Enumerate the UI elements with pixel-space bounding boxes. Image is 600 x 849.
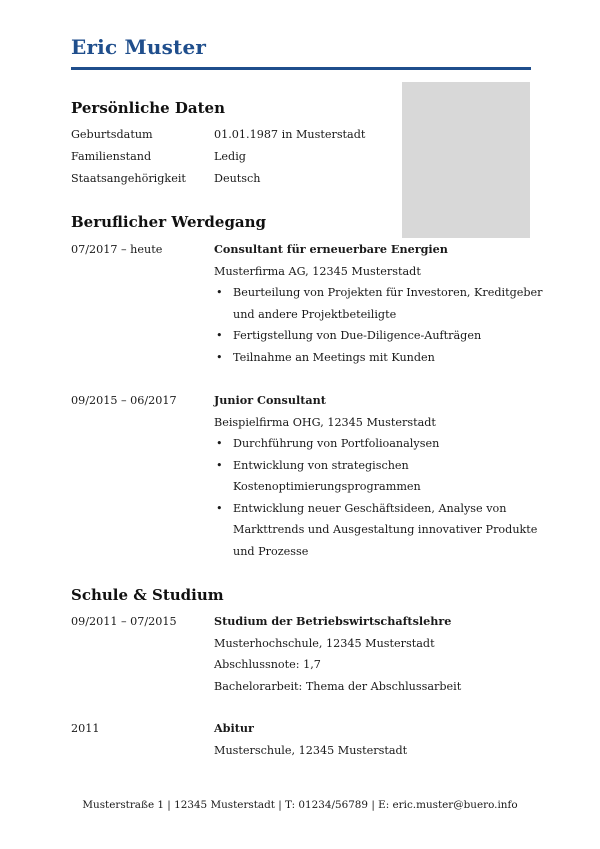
list-item [214,498,538,563]
entry-title: Abitur [214,721,254,735]
section-title-career: Beruflicher Werdegang [71,213,267,231]
field-value: 01.01.1987 in Musterstadt [214,128,366,141]
field-value: Ledig [214,150,246,163]
bullet-text: • Durchführung von Portfolioanalysen [233,437,440,450]
bullet-text: und andere Projektbeteiligte [233,307,397,321]
header-divider [71,67,531,70]
entry-date: 09/2011 – 07/2015 [71,615,177,628]
bullet-text: • Teilnahme an Meetings mit Kunden [233,350,435,364]
entry-date: 07/2017 – heute [71,243,163,256]
section-title-education: Schule & Studium [71,586,224,604]
entry-content [214,390,538,562]
bullet-text: • Entwicklung von strategischen [233,458,409,472]
entry-bullets [214,282,543,368]
entry-line: Bachelorarbeit: Thema der Abschlussarbeit [214,679,462,693]
list-item [214,347,531,369]
section-title-personal: Persönliche Daten [71,99,225,117]
field-label: Familienstand [71,150,152,163]
bullet-text: Kostenoptimierungsprogrammen [233,480,421,493]
entry-date: 09/2015 – 06/2017 [71,394,177,407]
bullet-text: • Beurteilung von Projekten für Investoren, Kreditgeber [233,286,543,299]
entry-content [214,239,543,368]
entry-company: Beispielfirma OHG, 12345 Musterstadt [214,415,436,429]
entry-date: 2011 [71,722,100,735]
entry-title: Consultant für erneuerbare Energien [214,242,448,256]
entry-company: Musterfirma AG, 12345 Musterstadt [214,264,421,278]
entry-content [214,611,531,697]
list-item [214,325,531,347]
entry-line: Musterhochschule, 12345 Musterstadt [214,636,435,650]
field-value: Deutsch [214,172,261,185]
entry-content [214,718,531,761]
entry-title: Junior Consultant [214,393,326,407]
bullet-text: • Fertigstellung von Due-Diligence-Aufträgen [233,329,482,342]
footer-contact: Musterstraße 1 | 12345 Musterstadt | T: 01234/56789 | E: eric.muster@buero.info [82,799,518,811]
entry-line: Abschlussnote: 1,7 [214,658,321,671]
list-item [214,455,531,498]
bullet-text: • Entwicklung neuer Geschäftsideen, Analyse von [233,501,507,515]
cv-name: Eric Muster [71,35,207,59]
entry-bullets [214,433,538,562]
field-label: Geburtsdatum [71,128,153,141]
bullet-text: Markttrends und Ausgestaltung innovativer Produkte [233,523,538,536]
list-item [214,282,543,325]
photo-placeholder [402,82,530,238]
entry-title: Studium der Betriebswirtschaftslehre [214,614,452,628]
field-label: Staatsangehörigkeit [71,172,186,185]
bullet-text: und Prozesse [233,544,309,558]
entry-line: Musterschule, 12345 Musterstadt [214,743,408,757]
list-item [214,433,531,455]
